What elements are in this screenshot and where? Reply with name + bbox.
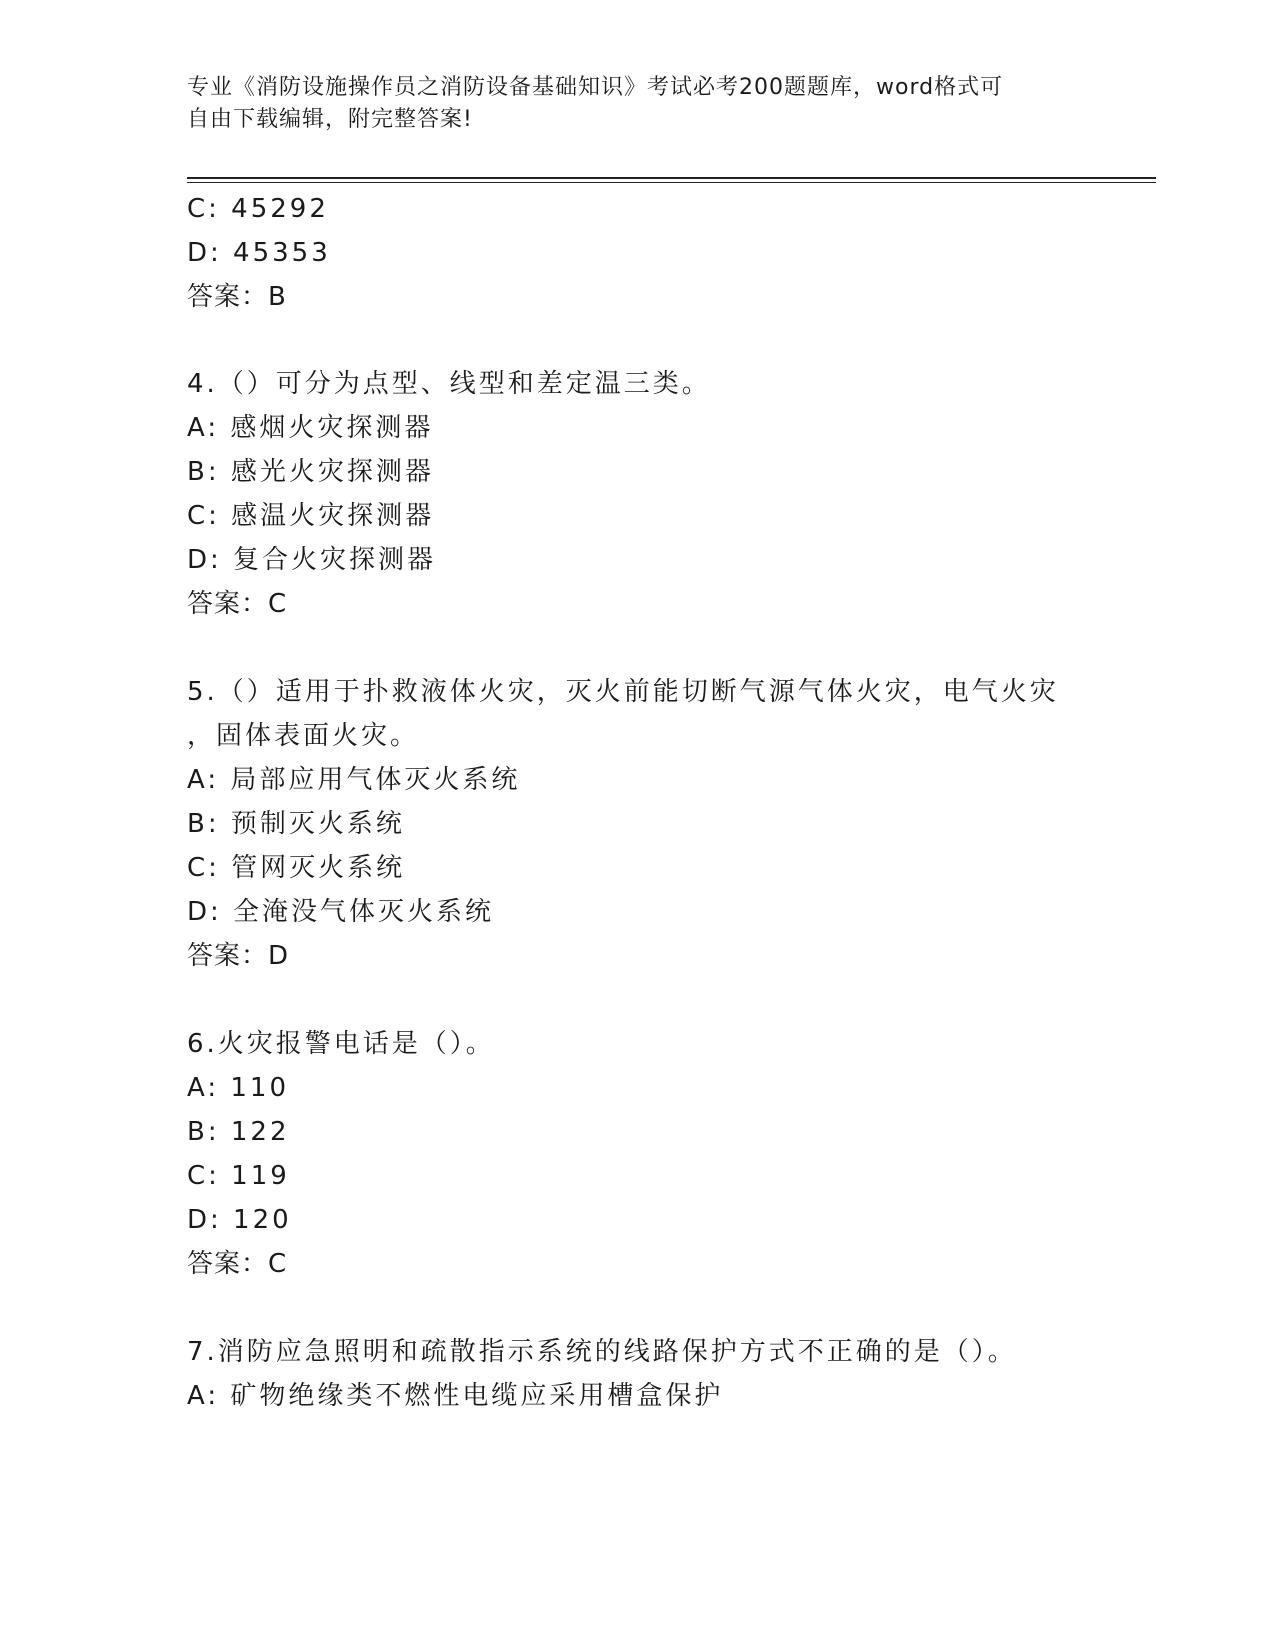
q3-answer: 答案：B: [187, 282, 287, 312]
q5-stem-line-2: ，固体表面火灾。: [187, 721, 420, 751]
q7-stem: 7.消防应急照明和疏散指示系统的线路保护方式不正确的是（）。: [187, 1337, 1017, 1367]
q3-option-c: C: 45292: [187, 194, 329, 224]
header-line-1: 专业《消防设施操作员之消防设备基础知识》考试必考200题题库，word格式可: [187, 75, 1004, 100]
q6-option-d: D: 120: [187, 1205, 292, 1235]
q4-stem: 4.（）可分为点型、线型和差定温三类。: [187, 369, 711, 399]
q4-option-b: B: 感光火灾探测器: [187, 457, 434, 487]
q5-option-b: B: 预制灭火系统: [187, 809, 405, 839]
q6-answer: 答案：C: [187, 1249, 288, 1279]
q4-option-d: D: 复合火灾探测器: [187, 545, 437, 575]
q4-option-a: A: 感烟火灾探测器: [187, 413, 434, 443]
q6-option-b: B: 122: [187, 1117, 290, 1147]
q4-answer: 答案：C: [187, 589, 288, 619]
q6-option-c: C: 119: [187, 1161, 290, 1191]
q3-option-d: D: 45353: [187, 238, 331, 268]
q6-option-a: A: 110: [187, 1073, 289, 1103]
q5-answer: 答案：D: [187, 941, 290, 971]
q5-option-c: C: 管网灭火系统: [187, 853, 406, 883]
header-divider-thin: [187, 182, 1156, 183]
header-divider-thick: [187, 177, 1156, 179]
q5-option-a: A: 局部应用气体灭火系统: [187, 765, 521, 795]
q5-stem-line-1: 5.（）适用于扑救液体火灾，灭火前能切断气源气体火灾，电气火灾: [187, 677, 1059, 707]
document-header: [187, 72, 1087, 136]
q6-stem: 6.火灾报警电话是（）。: [187, 1029, 495, 1059]
q5-option-d: D: 全淹没气体灭火系统: [187, 897, 495, 927]
header-line-2: 自由下载编辑，附完整答案!: [187, 107, 473, 132]
q4-option-c: C: 感温火灾探测器: [187, 501, 435, 531]
q7-option-a: A: 矿物绝缘类不燃性电缆应采用槽盒保护: [187, 1381, 724, 1411]
